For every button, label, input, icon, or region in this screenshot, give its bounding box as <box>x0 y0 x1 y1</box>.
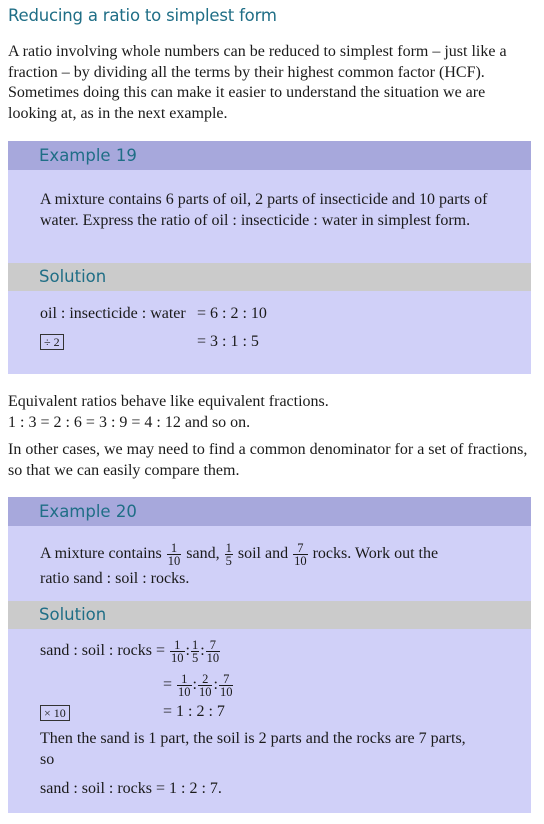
example-19-line1-label: oil : insecticide : water <box>40 305 186 322</box>
q-fraction-soil <box>225 542 233 567</box>
equivalent-ratios-paragraph <box>8 392 536 433</box>
example-20-row3-value: = 1 : 2 : 7 <box>163 703 225 720</box>
q-fraction-rocks <box>293 542 308 567</box>
section-heading: Reducing a ratio to simplest form <box>8 6 277 25</box>
example-20-box <box>8 497 531 813</box>
example-20-final: sand : soil : rocks = 1 : 2 : 7. <box>40 780 222 797</box>
fraction-denominator: 10 <box>167 554 181 568</box>
other-cases-paragraph: In other cases, we may need to find a common denominator for a set of fractions, so that we can easily compare them. <box>8 441 528 479</box>
fraction-denominator: 10 <box>198 684 212 699</box>
example-20-row1 <box>40 638 221 664</box>
example-19-line1-value: = 6 : 2 : 10 <box>197 305 267 322</box>
row2-fraction-3 <box>219 673 234 698</box>
fraction-numerator: 1 <box>174 637 181 652</box>
q-prefix: A mixture contains <box>40 545 162 563</box>
example-20-question-line1 <box>40 542 438 567</box>
example-19-box <box>8 141 531 374</box>
colon: : <box>200 642 205 659</box>
example-20-row2 <box>163 672 234 698</box>
fraction-denominator: 5 <box>225 554 232 568</box>
fraction-denominator: 10 <box>294 554 307 568</box>
fraction-numerator: 1 <box>181 671 188 686</box>
fraction-denominator: 5 <box>191 650 199 665</box>
colon: : <box>185 642 190 659</box>
q-sand: sand, <box>186 545 220 563</box>
example-20-conclusion: Then the sand is 1 part, the soil is 2 parts and the rocks are 7 parts, so <box>40 730 466 768</box>
example-20-operator-box: × 10 <box>40 705 70 721</box>
fraction-denominator: 10 <box>206 650 220 665</box>
example-19-operator-box: ÷ 2 <box>40 334 64 350</box>
colon: : <box>213 676 218 693</box>
q-soil: soil and <box>237 545 289 563</box>
fraction-numerator: 7 <box>209 637 217 652</box>
fraction-numerator: 1 <box>225 541 232 555</box>
equivalent-ratios-line1: Equivalent ratios behave like equivalent fractions. <box>8 393 329 410</box>
q-rocks: rocks. Work out the <box>312 545 439 563</box>
row2-fraction-2 <box>198 673 213 698</box>
fraction-numerator: 2 <box>202 671 209 686</box>
example-19-line2-value: = 3 : 1 : 5 <box>197 333 259 350</box>
example-19-solution-title: Solution <box>8 263 531 291</box>
row1-label: sand : soil : rocks = <box>40 642 166 659</box>
fraction-denominator: 10 <box>219 684 233 699</box>
example-20-question-line2: ratio sand : soil : rocks. <box>40 570 190 587</box>
row1-fraction-1 <box>170 639 185 664</box>
fraction-numerator: 7 <box>223 671 230 686</box>
q-fraction-sand <box>167 542 182 567</box>
fraction-denominator: 10 <box>178 684 191 699</box>
intro-paragraph: A ratio involving whole numbers can be reduced to simplest form – just like a fraction – by dividing all the terms by their highest common factor (HCF). Sometimes doing this can make it easier to understand the situation we are looking at, as in the next example. <box>8 43 507 122</box>
equals: = <box>163 676 173 693</box>
equivalent-ratios-line2: 1 : 3 = 2 : 6 = 3 : 9 = 4 : 12 and so on. <box>8 413 251 431</box>
row2-fraction-1 <box>177 673 192 698</box>
fraction-denominator: 10 <box>171 650 184 665</box>
example-20-title: Example 20 <box>8 497 531 526</box>
colon: : <box>192 676 197 693</box>
row1-fraction-2 <box>191 639 199 664</box>
fraction-numerator: 7 <box>297 541 304 555</box>
row1-fraction-3 <box>206 639 221 664</box>
fraction-numerator: 1 <box>170 541 178 555</box>
example-19-title: Example 19 <box>8 141 531 170</box>
example-20-solution-title: Solution <box>8 601 531 629</box>
fraction-numerator: 1 <box>191 637 199 652</box>
example-19-question: A mixture contains 6 parts of oil, 2 parts of insecticide and 10 parts of water. Express the ratio of oil : insecticide : water in simplest form. <box>40 191 488 229</box>
